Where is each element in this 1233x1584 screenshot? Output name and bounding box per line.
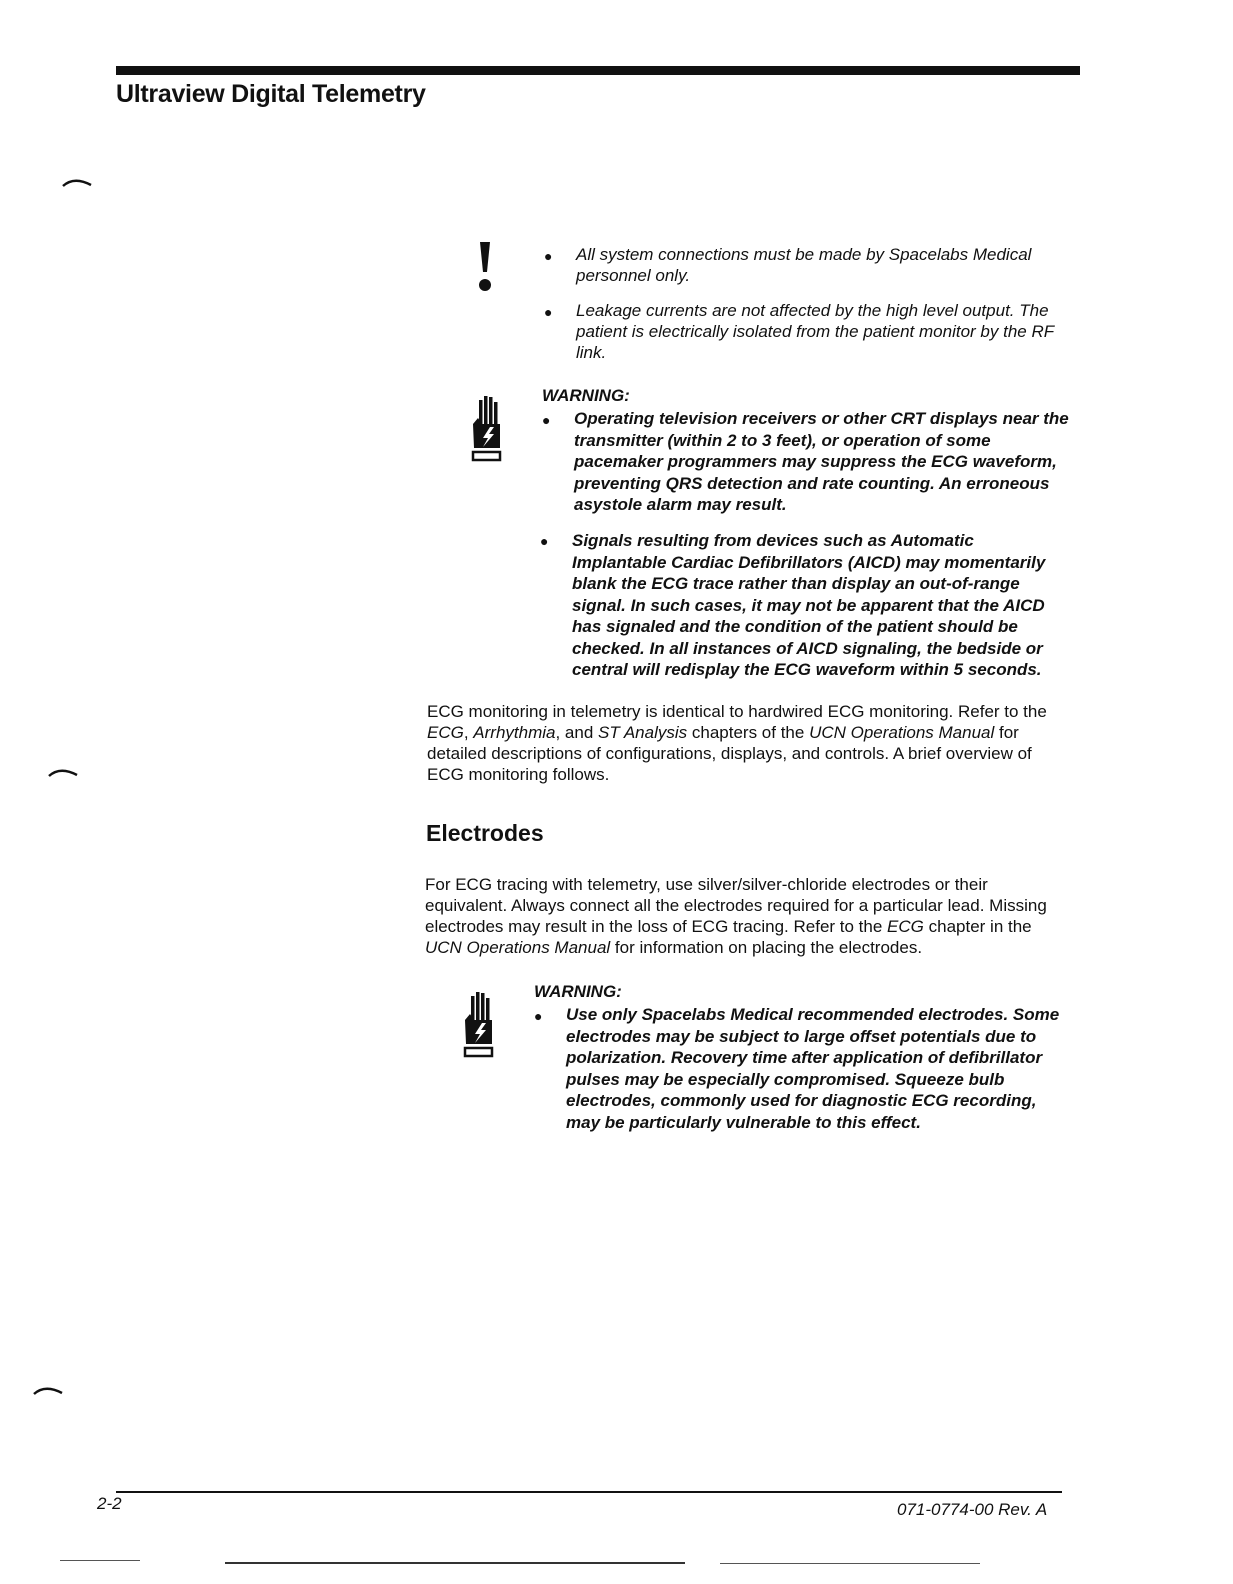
warning-heading: WARNING: <box>534 982 622 1001</box>
hand-shock-warning-icon <box>462 990 496 1060</box>
bullet: ● <box>534 1008 543 1024</box>
scan-artifact-line <box>60 1560 140 1561</box>
section-heading-electrodes: Electrodes <box>426 820 544 846</box>
caution-item: All system connections must be made by Spacelabs Medical personnel only. <box>576 245 1032 285</box>
header-rule <box>116 66 1080 75</box>
warning-heading: WARNING: <box>542 386 630 405</box>
page-header-title: Ultraview Digital Telemetry <box>116 80 426 108</box>
binder-mark <box>33 1384 63 1396</box>
document-number: 071-0774-00 Rev. A <box>897 1500 1048 1519</box>
warning-item: Use only Spacelabs Medical recommended electrodes. Some electrodes may be subject to large offset potentials due to polarization. Recovery time after application of defibrillator pulses may be especially compromised. Squeeze bulb electrodes, commonly used for diagnostic ECG recording, may be particularly vulnerable to this effect. <box>566 1005 1060 1132</box>
bullet: ● <box>542 412 551 428</box>
binder-mark <box>48 766 78 778</box>
footer-rule <box>116 1491 1062 1493</box>
page-number: 2-2 <box>97 1494 122 1513</box>
bullet: ● <box>544 248 553 264</box>
warning-item: Operating television receivers or other CRT displays near the transmitter (within 2 to 3 feet), or operation of some pacemaker programmers may suppress the ECG waveform, preventing QRS detection and rate counting. An erroneous asystole alarm may result. <box>574 409 1069 514</box>
bullet: ● <box>540 533 549 549</box>
exclamation-icon <box>476 240 494 294</box>
binder-mark <box>62 176 92 188</box>
bullet: ● <box>544 304 553 320</box>
scan-artifact-line <box>225 1562 685 1564</box>
electrodes-paragraph: For ECG tracing with telemetry, use silver/silver-chloride electrodes or their equivalent. Always connect all the electrodes required for a particular lead. Missing electrodes may result in the loss of ECG tracing. Refer to the ECG chapter in the UCN Operations Manual for information on placing the electrodes. <box>425 875 1047 957</box>
scan-artifact-line <box>720 1563 980 1564</box>
warning-item: Signals resulting from devices such as Automatic Implantable Cardiac Defibrillators (AICD) may momentarily blank the ECG trace rather than display an out-of-range signal. In such cases, it may not be apparent that the AICD has signaled and the condition of the patient should be checked. In all instances of AICD signaling, the bedside or central will redisplay the ECG waveform within 5 seconds. <box>572 531 1046 679</box>
intro-paragraph: ECG monitoring in telemetry is identical to hardwired ECG monitoring. Refer to the ECG, Arrhythmia, and ST Analysis chapters of the UCN Operations Manual for detailed descriptions of configurations, displays, and controls. A brief overview of ECG monitoring follows. <box>427 702 1047 784</box>
hand-shock-warning-icon <box>470 394 504 464</box>
caution-item: Leakage currents are not affected by the high level output. The patient is electrically isolated from the patient monitor by the RF link. <box>576 301 1054 362</box>
